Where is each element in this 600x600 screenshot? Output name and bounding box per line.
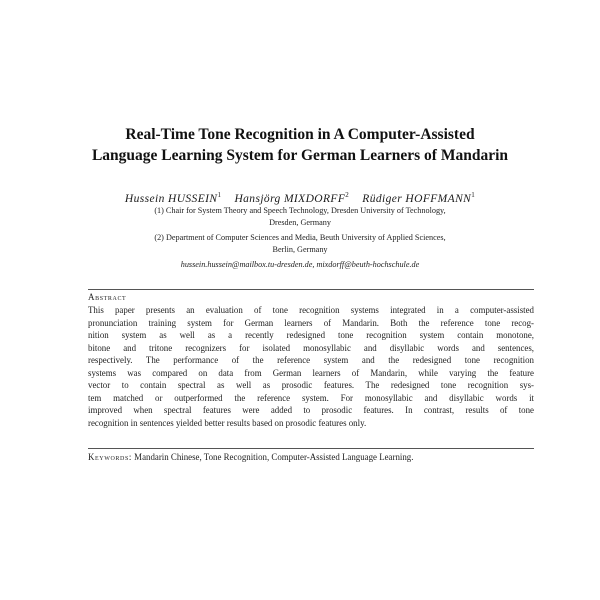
affiliation-line: Dresden, Germany [269, 218, 331, 227]
abstract-line: tem matched or outperformed the reference system. For monosyllabic and disyllabic words it [88, 392, 534, 403]
author-affiliation-mark: 2 [345, 191, 350, 199]
abstract-top-rule [88, 289, 534, 290]
abstract-heading: Abstract [88, 292, 127, 302]
abstract-line: pronunciation training system for German learners of Mandarin. Both the reference tone recog- [88, 317, 534, 328]
abstract-line: systems was compared on data from German learners of Mandarin, while varying the feature [88, 367, 534, 378]
author-list [60, 188, 540, 206]
abstract-line: nition system as well as a recently redesigned tone recognition system contain monotone, [88, 330, 534, 340]
author-name: Hussein HUSSEIN [124, 192, 218, 205]
title-line-2: Language Learning System for German Learners of Mandarin [91, 147, 509, 164]
abstract-body [88, 304, 534, 429]
author-name: Hansjörg MIXDORFF [234, 192, 346, 205]
author-affiliation-mark: 1 [217, 191, 222, 199]
author-name: Rüdiger HOFFMANN [362, 192, 472, 205]
abstract-line: bitone and tritone recognizers for isolated monosyllabic and disyllabic words and sentences, [88, 342, 534, 353]
keywords-section [88, 451, 534, 463]
abstract-line: This paper presents an evaluation of tone recognition systems integrated in a computer-assisted [88, 305, 534, 315]
abstract-line: recognition in sentences yielded better results based on prosodic features only. [88, 417, 367, 428]
author-affiliation-mark: 1 [471, 191, 476, 199]
affiliation-2 [60, 232, 540, 256]
keywords-text: Mandarin Chinese, Tone Recognition, Computer-Assisted Language Learning. [134, 452, 414, 462]
title-line-1: Real-Time Tone Recognition in A Computer-Assisted [125, 126, 475, 143]
keywords-top-rule [88, 448, 534, 449]
abstract-line: vector to contain spectral as well as prosodic features. The redesigned tone recognition sys- [88, 380, 534, 390]
author-emails: hussein.hussein@mailbox.tu-dresden.de, mixdorff@beuth-hochschule.de [180, 260, 420, 269]
keywords-label: Keywords: [88, 452, 132, 462]
abstract-line: improved when spectral features were added to prosodic features. In contrast, results of tone [88, 405, 534, 415]
affiliation-line: (1) Chair for System Theory and Speech Technology, Dresden University of Technology, [154, 206, 446, 215]
abstract-line: respectively. The performance of the reference system and the redesigned tone recognition [88, 355, 534, 365]
affiliation-1 [60, 205, 540, 229]
affiliation-line: Berlin, Germany [272, 245, 328, 254]
affiliation-line: (2) Department of Computer Sciences and Media, Beuth University of Applied Sciences, [154, 233, 446, 242]
paper-title [60, 124, 540, 166]
